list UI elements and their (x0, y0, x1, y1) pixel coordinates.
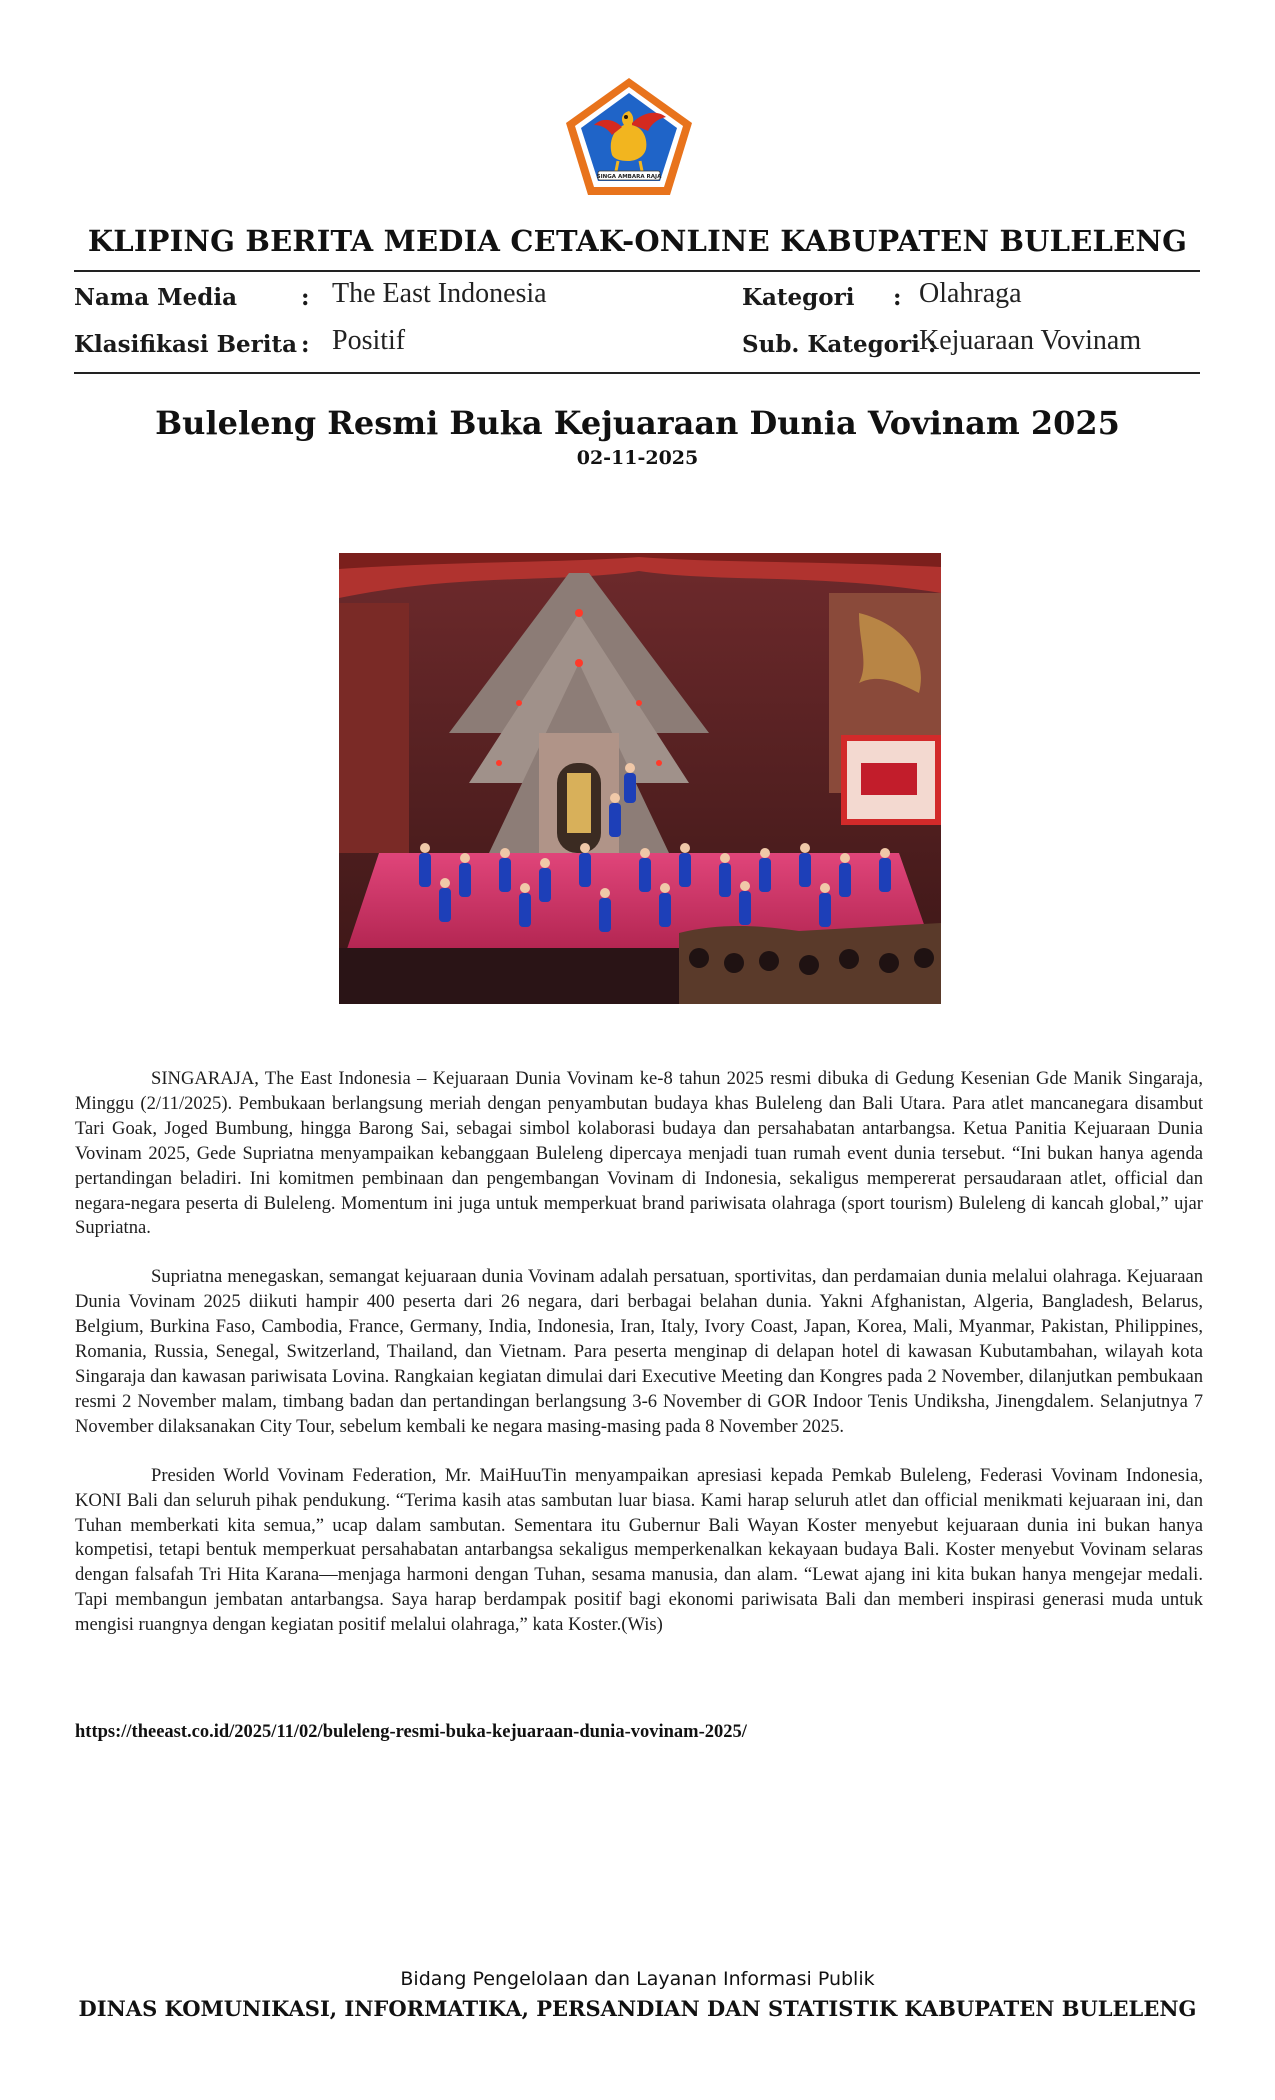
article-paragraph: Supriatna menegaskan, semangat kejuaraan dunia Vovinam adalah persatuan, sportivitas, dan perdamaian dunia melalui olahraga. Kejuaraan Dunia Vovinam 2025 diikuti hampir 400 peserta dari 26 negara, dari berbagai belahan dunia. Yakni Afghanistan, Algeria, Bangladesh, Belarus, Belgium, Burkina Faso, Cambodia, France, Germany, India, Indonesia, Iran, Italy, Ivory Coast, Japan, Korea, Mali, Myanmar, Pakistan, Philippines, Romania, Russia, Senegal, Switzerland, Thailand, dan Vietnam. Para peserta menginap di delapan hotel di kawasan Kubutambahan, wilayah kota Singaraja dan kawasan pariwisata Lovina. Rangkaian kegiatan dimulai dari Executive Meeting dan Kongres pada 2 November, dilanjutkan pembukaan resmi 2 November malam, timbang badan dan pertandingan berlangsung 3-6 November di GOR Indoor Tenis Undiksha, Jinengdalem. Selanjutnya 7 November dilaksanakan City Tour, sebelum kembali ke negara masing-masing pada 8 November 2025. (75, 1266, 1203, 1437)
kategori-label: Kategori (742, 284, 855, 311)
page-title: KLIPING BERITA MEDIA CETAK-ONLINE KABUPATEN BULELENG (87, 224, 1188, 258)
article-paragraph: SINGARAJA, The East Indonesia – Kejuaraan Dunia Vovinam ke-8 tahun 2025 resmi dibuka di Gedung Kesenian Gde Manik Singaraja, Minggu (2/11/2025). Pembukaan berlangsung meriah dengan penyambutan budaya khas Buleleng dan Bali Utara. Para atlet mancanegara disambut Tari Goak, Joged Bumbung, hingga Barong Sai, sebagai simbol kolaborasi budaya dan persahabatan antarbangsa. Ketua Panitia Kejuaraan Dunia Vovinam 2025, Gede Supriatna menyampaikan kebanggaan Buleleng dipercaya menjadi tuan rumah event dunia tersebut. “Ini bukan hanya agenda pertandingan beladiri. Ini komitmen pembinaan dan pengembangan Vovinam di Indonesia, sekaligus mempererat persaudaraan atlet, official dan negara-negara peserta di Buleleng. Momentum ini juga untuk memperkuat brand pariwisata olahraga (sport tourism) Buleleng di kancah global,” ujar Supriatna. (75, 1068, 1203, 1239)
media-colon: : (301, 284, 310, 311)
footer-agency: DINAS KOMUNIKASI, INFORMATIKA, PERSANDIAN DAN STATISTIK KABUPATEN BULELENG (78, 1996, 1197, 2021)
article-body (75, 1067, 1203, 1662)
subkategori-label: Sub. Kategori : (742, 331, 937, 358)
subkategori-value: Kejuaraan Vovinam (919, 325, 1142, 356)
klasifikasi-value: Positif (332, 325, 406, 356)
article-date: 02-11-2025 (576, 447, 699, 469)
source-url-link[interactable]: https://theeast.co.id/2025/11/02/buleleng-resmi-buka-kejuaraan-dunia-vovinam-2025/ (75, 1722, 747, 1742)
meta-row-1 (74, 278, 1200, 318)
header-divider-bottom (74, 372, 1200, 374)
kategori-colon: : (893, 284, 902, 311)
vovinam-stage-photo (339, 553, 941, 1004)
logo-motto-text: SINGA AMBARA RAJA (596, 174, 662, 180)
meta-row-2 (74, 325, 1200, 365)
klasifikasi-colon: : (301, 331, 310, 358)
article-title: Buleleng Resmi Buka Kejuaraan Dunia Vovinam 2025 (155, 404, 1120, 442)
buleleng-crest-icon (562, 75, 696, 199)
klasifikasi-label: Klasifikasi Berita (74, 331, 298, 358)
media-label: Nama Media (74, 284, 237, 311)
media-value: The East Indonesia (332, 278, 547, 309)
footer-department: Bidang Pengelolaan dan Layanan Informasi Publik (400, 1968, 875, 1990)
header-divider-top (74, 270, 1200, 272)
kategori-value: Olahraga (919, 278, 1022, 309)
article-paragraph: Presiden World Vovinam Federation, Mr. MaiHuuTin menyampaikan apresiasi kepada Pemkab Buleleng, Federasi Vovinam Indonesia, KONI Bali dan seluruh pihak pendukung. “Terima kasih atas sambutan luar biasa. Kami harap seluruh atlet dan official menikmati kejuaraan ini, dan Tuhan memberkati kita semua,” ucap dalam sambutan. Sementara itu Gubernur Bali Wayan Koster menyebut kejuaraan dunia ini bukan hanya kompetisi, tetapi bentuk memperkuat persahabatan antarbangsa sekaligus memperkenalkan kekayaan budaya Bali. Koster menyebut Vovinam selaras dengan falsafah Tri Hita Karana—menjaga harmoni dengan Tuhan, sesama manusia, dan alam. “Lewat ajang ini kita bukan hanya mengejar medali. Tapi membangun jembatan antarbangsa. Saya harap berdampak positif bagi ekonomi pariwisata Bali dan memberi inspirasi generasi muda untuk mengisi ruangnya dengan kegiatan positif melalui olahraga,” kata Koster.(Wis) (75, 1464, 1203, 1636)
